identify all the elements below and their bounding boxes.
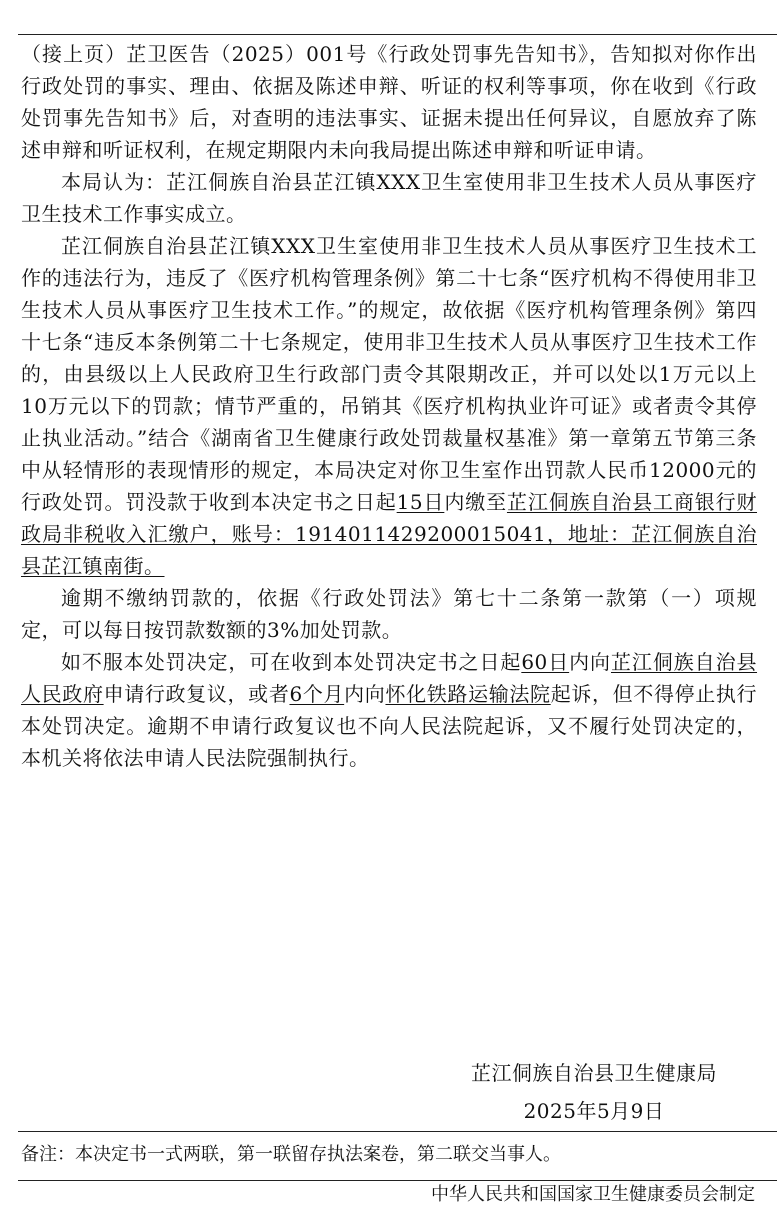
- appeal-deadline-months: 6个月: [289, 682, 345, 706]
- paragraph-appeal: [21, 646, 757, 774]
- appeal-government: 芷江侗族自治县人民政府: [21, 650, 758, 706]
- legal-basis-text: 芷江侗族自治县芷江镇XXX卫生室使用非卫生技术人员从事医疗卫生技术工作的违法行为，违反了《医疗机构管理条例》第二十七条“医疗机构不得使用非卫生技术人员从事医疗卫生技术工作。”的规定，故依据《医疗机构管理条例》第四十七条“违反本条例第二十七条规定，使用非卫生技术人员从事医疗卫生技术工作的，由县级以上人民政府卫生行政部门责令其限期改正，并可以处以1万元以上10万元以下的罚款；情节严重的，吊销其《医疗机构执业许可证》或者责令其停止执业活动。”结合《湖南省卫生健康行政处罚裁量权基准》第一章第五节第三条中从轻情形的表现情形的规定，本局决定对你卫生室作出罚款人民币12000元的行政处罚。罚没款于收到本决定书之日起: [21, 234, 757, 514]
- appeal-court: 怀化铁路运输法院: [385, 682, 551, 706]
- decision-body: [21, 38, 757, 774]
- payment-connector: 内缴至: [444, 490, 507, 514]
- paragraph-late-penalty: 逾期不缴纳罚款的，依据《行政处罚法》第七十二条第一款第（一）项规定，可以每日按罚款数额的3%加处罚款。: [21, 586, 757, 642]
- top-rule: [18, 34, 777, 35]
- appeal-text-c: 申请行政复议，或者: [103, 682, 290, 706]
- paragraph-finding: 本局认为：芷江侗族自治县芷江镇XXX卫生室使用非卫生技术人员从事医疗卫生技术工作事实成立。: [21, 170, 757, 226]
- payment-account: 芷江侗族自治县工商银行财政局非税收入汇缴户，账号：1914011429200015041，地址：芷江侗族自治县芷江镇南街。: [21, 490, 758, 578]
- appeal-text-a: 如不服本处罚决定，可在收到本处罚决定书之日起: [61, 650, 522, 674]
- note-bottom-rule: [18, 1180, 777, 1181]
- payment-deadline: 15日: [396, 490, 445, 514]
- remarks-note: 备注：本决定书一式两联，第一联留存执法案卷，第二联交当事人。: [21, 1144, 561, 1165]
- appeal-deadline-days: 60日: [521, 650, 570, 674]
- signature-block: [471, 1054, 717, 1130]
- appeal-text-e: 起诉，但不得停止执行本处罚决定。逾期不申请行政复议也不向人民法院起诉，又不履行处罚决定的，本机关将依法申请人民法院强制执行。: [21, 682, 758, 770]
- appeal-text-d: 内向: [344, 682, 386, 706]
- appeal-text-b: 内向: [569, 650, 611, 674]
- note-top-rule: [18, 1131, 777, 1132]
- footer-issuer: 中华人民共和国国家卫生健康委员会制定: [431, 1184, 755, 1205]
- paragraph-legal-basis: [21, 230, 757, 582]
- issuing-organization: 芷江侗族自治县卫生健康局: [471, 1061, 717, 1085]
- paragraph-notice-reference: （接上页）芷卫医告（2025）001号《行政处罚事先告知书》，告知拟对你作出行政处罚的事实、理由、依据及陈述申辩、听证的权利等事项，你在收到《行政处罚事先告知书》后，对查明的违法事实、证据未提出任何异议，自愿放弃了陈述申辩和听证权利，在规定期限内未向我局提出陈述申辩和听证申请。: [21, 42, 757, 162]
- issue-date: 2025年5月9日: [523, 1099, 665, 1123]
